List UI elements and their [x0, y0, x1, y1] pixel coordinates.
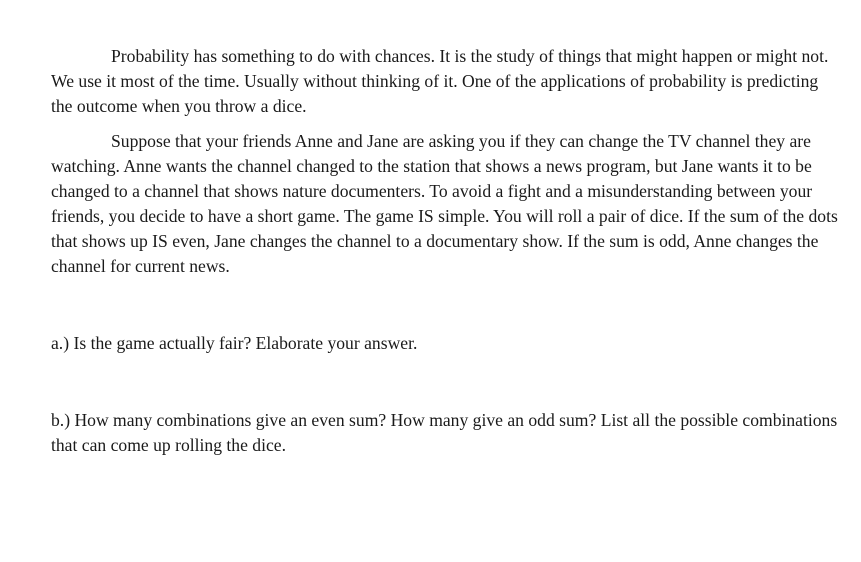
- document-page: [51, 44, 841, 458]
- intro-paragraph: Probability has something to do with chances. It is the study of things that might happen or might not. We use it most of the time. Usually without thinking of it. One of the applications of probability is predicting the outcome when you throw a dice.: [51, 46, 829, 116]
- scenario-paragraph: Suppose that your friends Anne and Jane are asking you if they can change the TV channel they are watching. Anne wants the channel changed to the station that shows a news program, but Jane wants it to be changed to a channel that shows nature documenters. To avoid a fight and a misunderstanding between your friends, you decide to have a short game. The game IS simple. You will roll a pair of dice. If the sum of the dots that shows up IS even, Jane changes the channel to a documentary show. If the sum is odd, Anne changes the channel for current news.: [51, 131, 838, 276]
- question-a: a.) Is the game actually fair? Elaborate your answer.: [51, 333, 418, 353]
- question-b: b.) How many combinations give an even sum? How many give an odd sum? List all the possible combinations that can come up rolling the dice.: [51, 410, 838, 455]
